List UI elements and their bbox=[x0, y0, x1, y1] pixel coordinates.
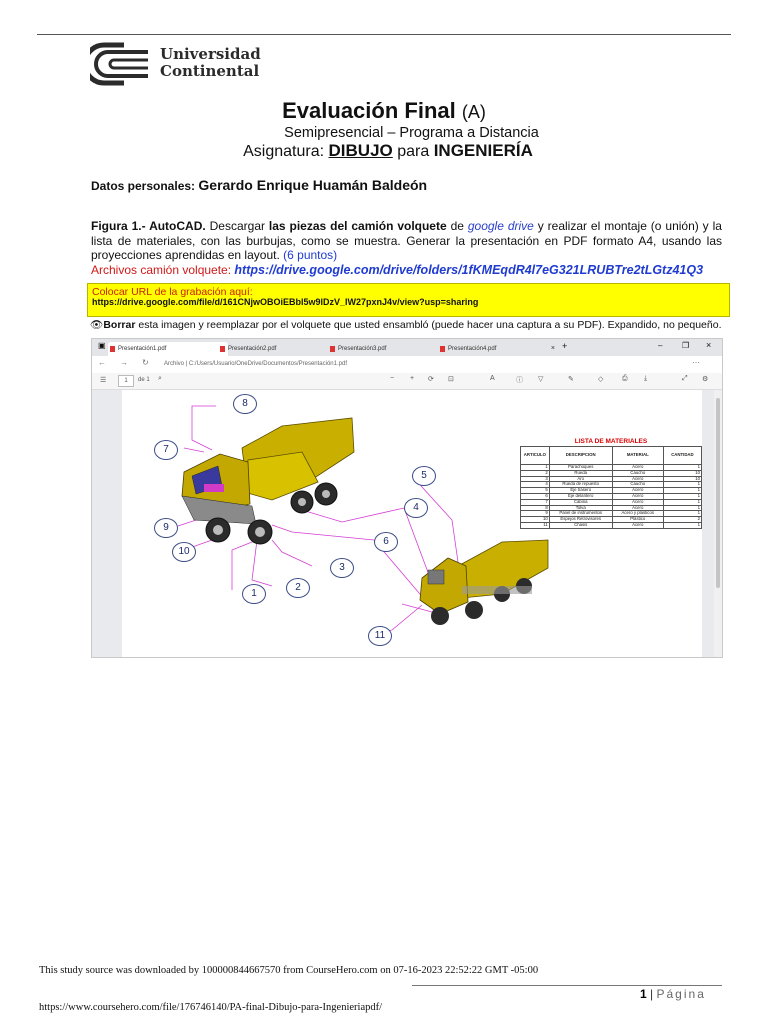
bom-cell: 1 bbox=[663, 511, 701, 517]
bom-cell: 9 bbox=[521, 511, 550, 517]
instructions-paragraph bbox=[91, 219, 722, 277]
pdf-icon bbox=[330, 346, 335, 352]
bubble-6: 6 bbox=[374, 532, 398, 552]
subject-word-1: DIBUJO bbox=[328, 141, 393, 160]
tab-4-label: Presentación4.pdf bbox=[448, 346, 497, 352]
bom-cell: Eje trasero bbox=[549, 488, 612, 494]
bill-of-materials bbox=[520, 438, 702, 529]
instr-text-4: y realizar el montaje (o unión) y la lista de materiales, con las burbujas, como se muestra. Generar la presentación en PDF formato A4, usando las proyecciones aprendidas en layout. bbox=[91, 219, 722, 262]
logo-line-1: Universidad bbox=[160, 45, 261, 63]
recording-label: Colocar URL de la grabación aquí: bbox=[92, 286, 253, 298]
instr-text-2: las piezas del camión volquete bbox=[268, 219, 447, 233]
page-number bbox=[640, 987, 706, 1001]
vertical-scrollbar[interactable] bbox=[714, 390, 722, 658]
bom-cell: 10 bbox=[663, 470, 701, 476]
pdf-icon bbox=[220, 346, 225, 352]
erase-bold: Borrar bbox=[103, 319, 136, 331]
bom-cell: Acero y plasticos bbox=[612, 511, 663, 517]
pdf-viewer-screenshot bbox=[91, 338, 723, 658]
bom-cell: Plástico bbox=[612, 517, 663, 523]
google-drive-link[interactable]: google drive bbox=[467, 219, 534, 233]
bubble-10: 10 bbox=[172, 542, 196, 562]
bom-cell: Caucho bbox=[612, 470, 663, 476]
logo-text bbox=[160, 46, 261, 80]
download-notice: This study source was downloaded by 100000844667570 from CourseHero.com on 07-16-2023 22:52:22 GMT -05:00 bbox=[39, 965, 539, 976]
bom-cell: 1 bbox=[663, 465, 701, 471]
bom-cell: 1 bbox=[663, 505, 701, 511]
bom-cell: Chasis bbox=[549, 522, 612, 528]
more-icon[interactable]: ⋯ bbox=[692, 358, 700, 367]
bom-cell: 4 bbox=[521, 482, 550, 488]
page-total: de 1 bbox=[138, 377, 150, 383]
new-tab-icon[interactable]: + bbox=[562, 341, 568, 351]
bom-header-descripcion: DESCRIPCION bbox=[549, 447, 612, 465]
bubble-2: 2 bbox=[286, 578, 310, 598]
bom-cell: 1 bbox=[663, 482, 701, 488]
page-number-input[interactable]: 1 bbox=[118, 375, 134, 387]
tab-2-label: Presentación2.pdf bbox=[228, 346, 277, 352]
browser-tab-bar bbox=[92, 339, 722, 356]
print-icon[interactable]: ⎙ bbox=[622, 375, 628, 382]
student-name: Gerardo Enrique Huamán Baldeón bbox=[198, 177, 428, 193]
bom-cell: 10 bbox=[521, 517, 550, 523]
scrollbar-thumb[interactable] bbox=[716, 398, 720, 588]
pdf-toolbar bbox=[92, 373, 722, 390]
bom-cell: Tolva bbox=[549, 505, 612, 511]
close-window-icon[interactable]: × bbox=[706, 340, 712, 350]
subtitle: Semipresencial – Programa a Distancia bbox=[284, 125, 539, 141]
recording-url-box bbox=[87, 283, 730, 317]
save-icon[interactable]: ⤓ bbox=[644, 375, 648, 382]
footer-rule bbox=[412, 985, 722, 986]
address-bar bbox=[92, 356, 722, 374]
page-word: Página bbox=[656, 987, 706, 1001]
bubble-9: 9 bbox=[154, 518, 178, 538]
bom-cell: Espejos Retrovisores bbox=[549, 517, 612, 523]
read-aloud-icon[interactable]: A bbox=[490, 375, 495, 382]
bubble-7: 7 bbox=[154, 440, 178, 460]
zoom-in-icon[interactable]: + bbox=[410, 375, 415, 382]
tab-3-label: Presentación3.pdf bbox=[338, 346, 387, 352]
tab-1[interactable] bbox=[108, 342, 228, 356]
points-label: (6 puntos) bbox=[283, 248, 338, 262]
bom-cell: Eje delantero bbox=[549, 493, 612, 499]
bom-cell: Acero bbox=[612, 488, 663, 494]
bom-cell: Caucho bbox=[612, 482, 663, 488]
page-number-value: 1 bbox=[640, 987, 647, 1001]
filter-icon[interactable]: ▽ bbox=[538, 376, 544, 383]
pdf-icon bbox=[110, 346, 115, 352]
bom-cell: Rueda bbox=[549, 470, 612, 476]
bom-cell: 8 bbox=[521, 505, 550, 511]
fit-page-icon[interactable]: ⊡ bbox=[448, 376, 454, 383]
bom-cell: 5 bbox=[521, 488, 550, 494]
bubble-4: 4 bbox=[404, 498, 428, 518]
bubble-1: 1 bbox=[242, 584, 266, 604]
archivos-link[interactable]: https://drive.google.com/drive/folders/1fKMEqdR4l7eG321LRUBTre2tLGtz41Q3 bbox=[234, 262, 704, 277]
window-menu-icon[interactable]: ▣ bbox=[98, 341, 106, 350]
bubble-8: 8 bbox=[233, 394, 257, 414]
bom-cell: 11 bbox=[521, 522, 550, 528]
dump-truck-secondary bbox=[420, 540, 548, 625]
pdf-page-canvas bbox=[122, 390, 702, 658]
bubble-3: 3 bbox=[330, 558, 354, 578]
bom-cell: 1 bbox=[663, 522, 701, 528]
recording-url[interactable]: https://drive.google.com/file/d/161CNjwOBOiEBbl5w9lDzV_IW27pxnJ4v/view?usp=sharing bbox=[92, 297, 479, 307]
bom-cell: Acero bbox=[612, 522, 663, 528]
tab-3[interactable] bbox=[328, 342, 448, 356]
page-title bbox=[0, 98, 768, 124]
personal-data bbox=[91, 177, 427, 193]
bubble-11: 11 bbox=[368, 626, 392, 646]
source-url[interactable]: https://www.coursehero.com/file/176746140/PA-final-Dibujo-para-Ingenieriapdf/ bbox=[39, 1002, 383, 1013]
bom-cell: 2 bbox=[663, 517, 701, 523]
settings-icon[interactable]: ⚙ bbox=[702, 376, 709, 383]
back-icon[interactable]: ← bbox=[98, 358, 106, 367]
instr-text-1: Descargar bbox=[209, 219, 265, 233]
address-label: Archivo bbox=[164, 361, 185, 367]
search-icon[interactable]: ⌕ bbox=[158, 375, 162, 382]
bom-cell: 1 bbox=[663, 499, 701, 505]
reload-icon[interactable]: ↻ bbox=[142, 358, 149, 367]
bom-title: LISTA DE MATERIALES bbox=[574, 438, 648, 445]
forward-icon[interactable]: → bbox=[120, 358, 128, 367]
address-input[interactable]: Archivo | C:/Users/Usuario/OneDrive/Documentos/Presentación1.pdf bbox=[164, 361, 347, 367]
maximize-icon[interactable]: ❐ bbox=[682, 341, 690, 350]
title-suffix: (A) bbox=[461, 102, 486, 122]
bom-cell: 10 bbox=[663, 476, 701, 482]
dump-truck-main bbox=[182, 418, 354, 544]
bubble-5: 5 bbox=[412, 466, 436, 486]
erase-text: esta imagen y reemplazar por el volquete que usted ensambló (puede hacer una captura a su PDF). Expandido, no pequeño. bbox=[138, 319, 722, 331]
zoom-out-icon[interactable]: − bbox=[390, 375, 395, 382]
bom-cell: Rueda de repuesto bbox=[549, 482, 612, 488]
bom-cell: Panel de instrumentos bbox=[549, 511, 612, 517]
bom-cell: 1 bbox=[663, 493, 701, 499]
rotate-icon[interactable]: ⟳ bbox=[428, 376, 434, 383]
tab-4[interactable] bbox=[438, 342, 558, 356]
top-rule bbox=[37, 34, 731, 35]
table-row bbox=[521, 522, 702, 528]
archivos-label: Archivos camión volquete: bbox=[91, 262, 232, 277]
contents-icon[interactable]: ☰ bbox=[100, 377, 107, 384]
bom-header-row bbox=[521, 447, 702, 465]
bom-cell: Acero bbox=[612, 476, 663, 482]
title-main: Evaluación Final bbox=[282, 98, 456, 123]
eraser-icon[interactable]: ◇ bbox=[598, 376, 604, 383]
subject-word-3: INGENIERÍA bbox=[433, 141, 533, 160]
info-icon[interactable]: ⓘ bbox=[516, 377, 523, 384]
subject-line bbox=[0, 141, 768, 161]
bom-header-cantidad: CANTIDAD bbox=[663, 447, 701, 465]
bom-cell: Aro bbox=[549, 476, 612, 482]
figure-label: Figura 1.- AutoCAD. bbox=[91, 219, 206, 233]
tab-2[interactable] bbox=[218, 342, 338, 356]
bom-cell: Acero bbox=[612, 493, 663, 499]
minimize-icon[interactable]: – bbox=[658, 341, 663, 350]
instr-text-3: de bbox=[450, 219, 464, 233]
tab-1-label: Presentación1.pdf bbox=[118, 346, 167, 352]
erase-note bbox=[90, 318, 722, 331]
bom-cell: 7 bbox=[521, 499, 550, 505]
pdf-icon bbox=[440, 346, 445, 352]
bom-header-articulo: ARTICULO bbox=[521, 447, 550, 465]
personal-label: Datos personales: bbox=[91, 179, 196, 193]
bom-cell: Cabina bbox=[549, 499, 612, 505]
bom-cell: 1 bbox=[521, 465, 550, 471]
bom-cell: Acero bbox=[612, 505, 663, 511]
bom-cell: Parachoques bbox=[549, 465, 612, 471]
highlight-icon[interactable]: ✎ bbox=[568, 376, 574, 383]
bom-table bbox=[520, 446, 702, 529]
bom-cell: Acero bbox=[612, 465, 663, 471]
subject-prefix: Asignatura: bbox=[243, 143, 325, 160]
close-icon[interactable]: × bbox=[550, 345, 555, 352]
bom-cell: 2 bbox=[521, 470, 550, 476]
address-value: C:/Users/Usuario/OneDrive/Documentos/Presentación1.pdf bbox=[188, 361, 347, 367]
bom-header-material: MATERIAL bbox=[612, 447, 663, 465]
fullscreen-icon[interactable]: ⤢ bbox=[682, 375, 688, 382]
subject-word-2: para bbox=[397, 143, 430, 160]
bom-cell: 3 bbox=[521, 476, 550, 482]
bom-cell: 1 bbox=[663, 488, 701, 494]
bom-cell: Acero bbox=[612, 499, 663, 505]
eye-icon: 👁 bbox=[90, 319, 104, 331]
bom-cell: 6 bbox=[521, 493, 550, 499]
logo-line-2: Continental bbox=[160, 62, 260, 80]
page-separator: | bbox=[650, 987, 654, 1001]
